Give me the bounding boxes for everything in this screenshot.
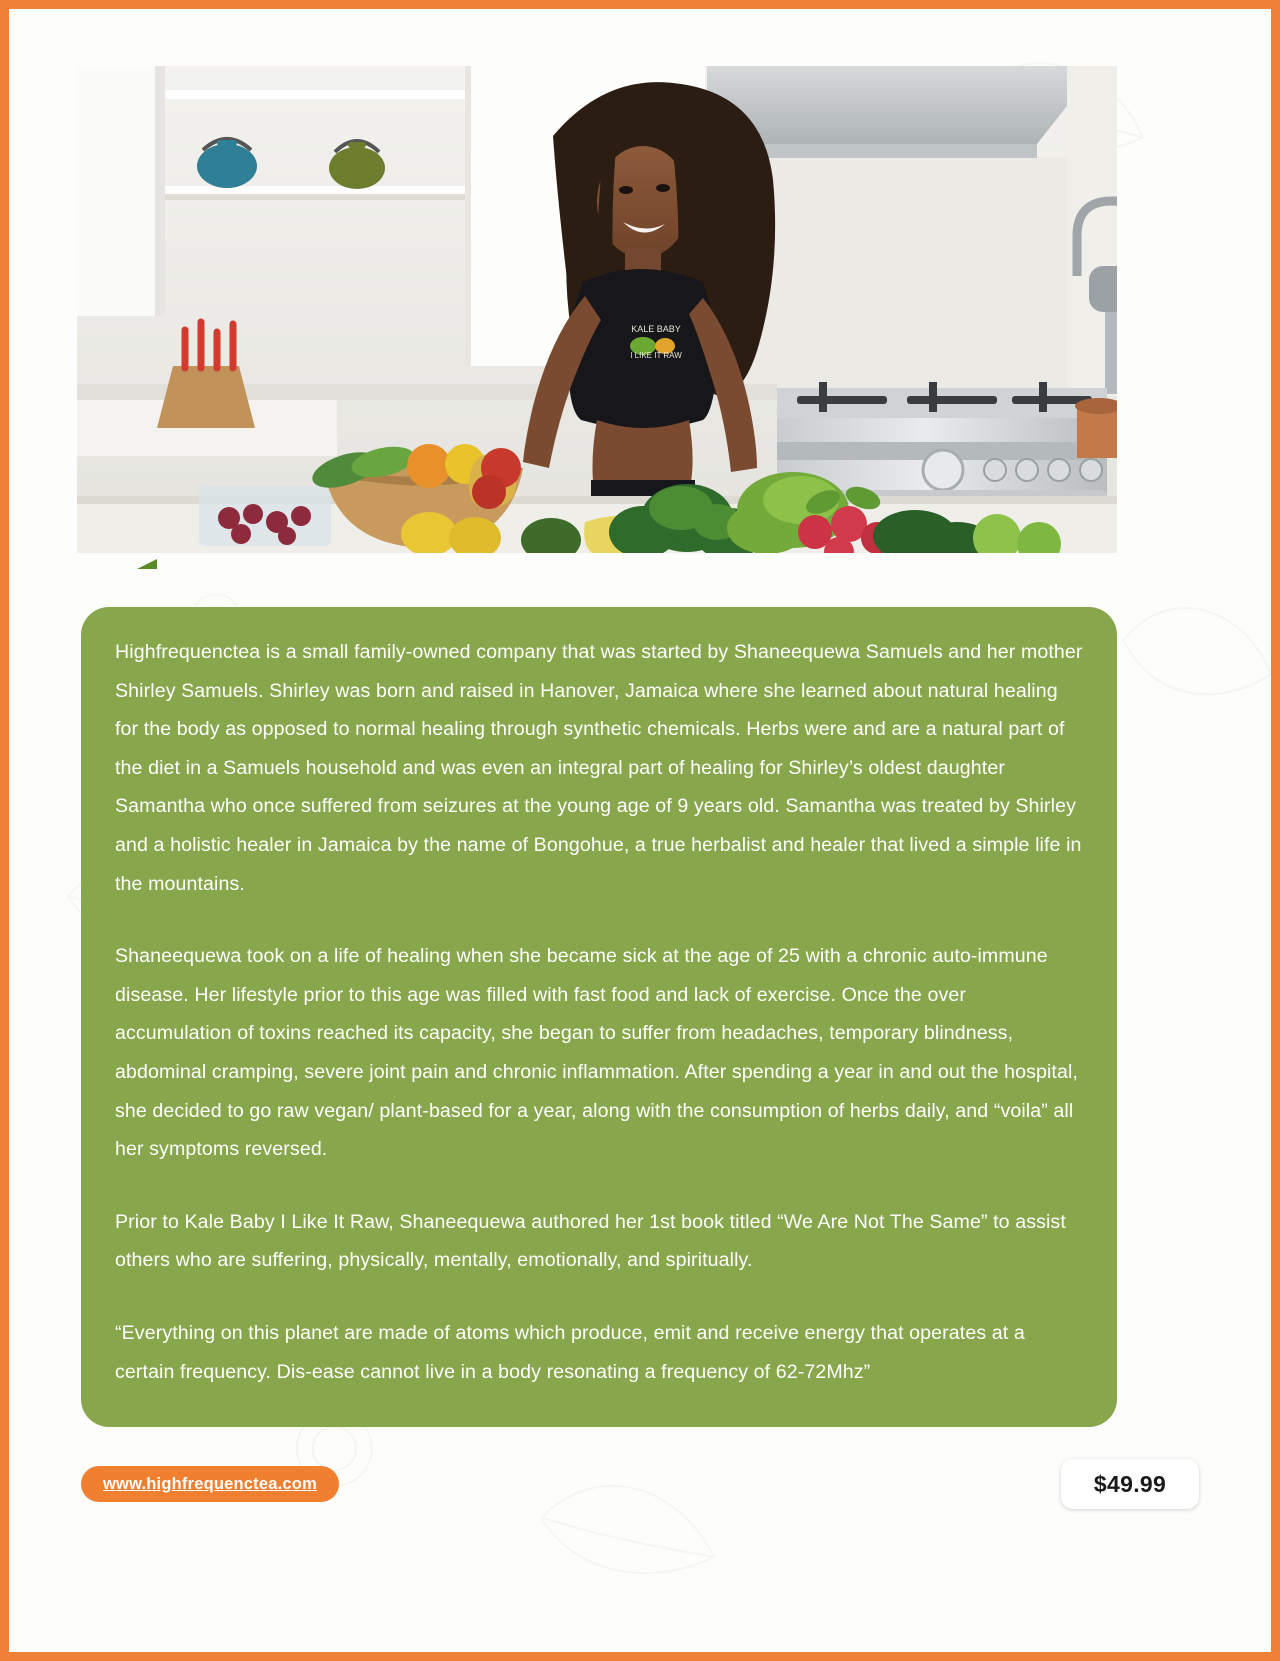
hero-corner-accent [137, 559, 157, 569]
story-paragraph-1: Highfrequenctea is a small family-owned company that was started by Shaneequewa Samuels and her mother Shirley Samuels. Shirley was born and raised in Hanover, Jamaica where she learned about natural healing for the body as opposed to normal healing through synthetic chemicals. Herbs were and are a natural part of the diet in a Samuels household and was even an integral part of healing for Shirley’s oldest daughter Samantha who once suffered from seizures at the young age of 9 years old. Samantha was treated by Shirley and a holistic healer in Jamaica by the name of Bongohue, a true herbalist and healer that lived a simple life in the mountains. [115, 641, 1083, 895]
price-badge: $49.99 [1061, 1459, 1199, 1509]
svg-text:I LIKE IT RAW: I LIKE IT RAW [630, 351, 682, 360]
story-quote: “Everything on this planet are made of atoms which produce, emit and receive energy that operates at a certain frequency. Dis-ease cannot live in a body resonating a frequency of 62-72Mhz” [115, 1321, 1025, 1383]
hero-photo [77, 66, 1117, 553]
svg-text:KALE BABY: KALE BABY [631, 324, 681, 334]
website-link[interactable]: www.highfrequenctea.com [81, 1466, 339, 1502]
story-paragraph-3: Prior to Kale Baby I Like It Raw, Shaneequewa authored her 1st book titled “We Are Not The Same” to assist others who are suffering, physically, mentally, emotionally, and spiritually. [115, 1210, 1066, 1272]
story-paragraph-2: Shaneequewa took on a life of healing when she became sick at the age of 25 with a chronic auto-immune disease. Her lifestyle prior to this age was filled with fast food and lack of exercise. Once the over accumulation of toxins reached its capacity, she began to suffer from headaches, temporary blindness, abdominal cramping, severe joint pain and chronic inflammation. After spending a year in and out the hospital, she decided to go raw vegan/ plant-based for a year, along with the consumption of herbs daily, and “voila” all her symptoms reversed. [115, 945, 1078, 1161]
story-panel [81, 607, 1117, 1427]
